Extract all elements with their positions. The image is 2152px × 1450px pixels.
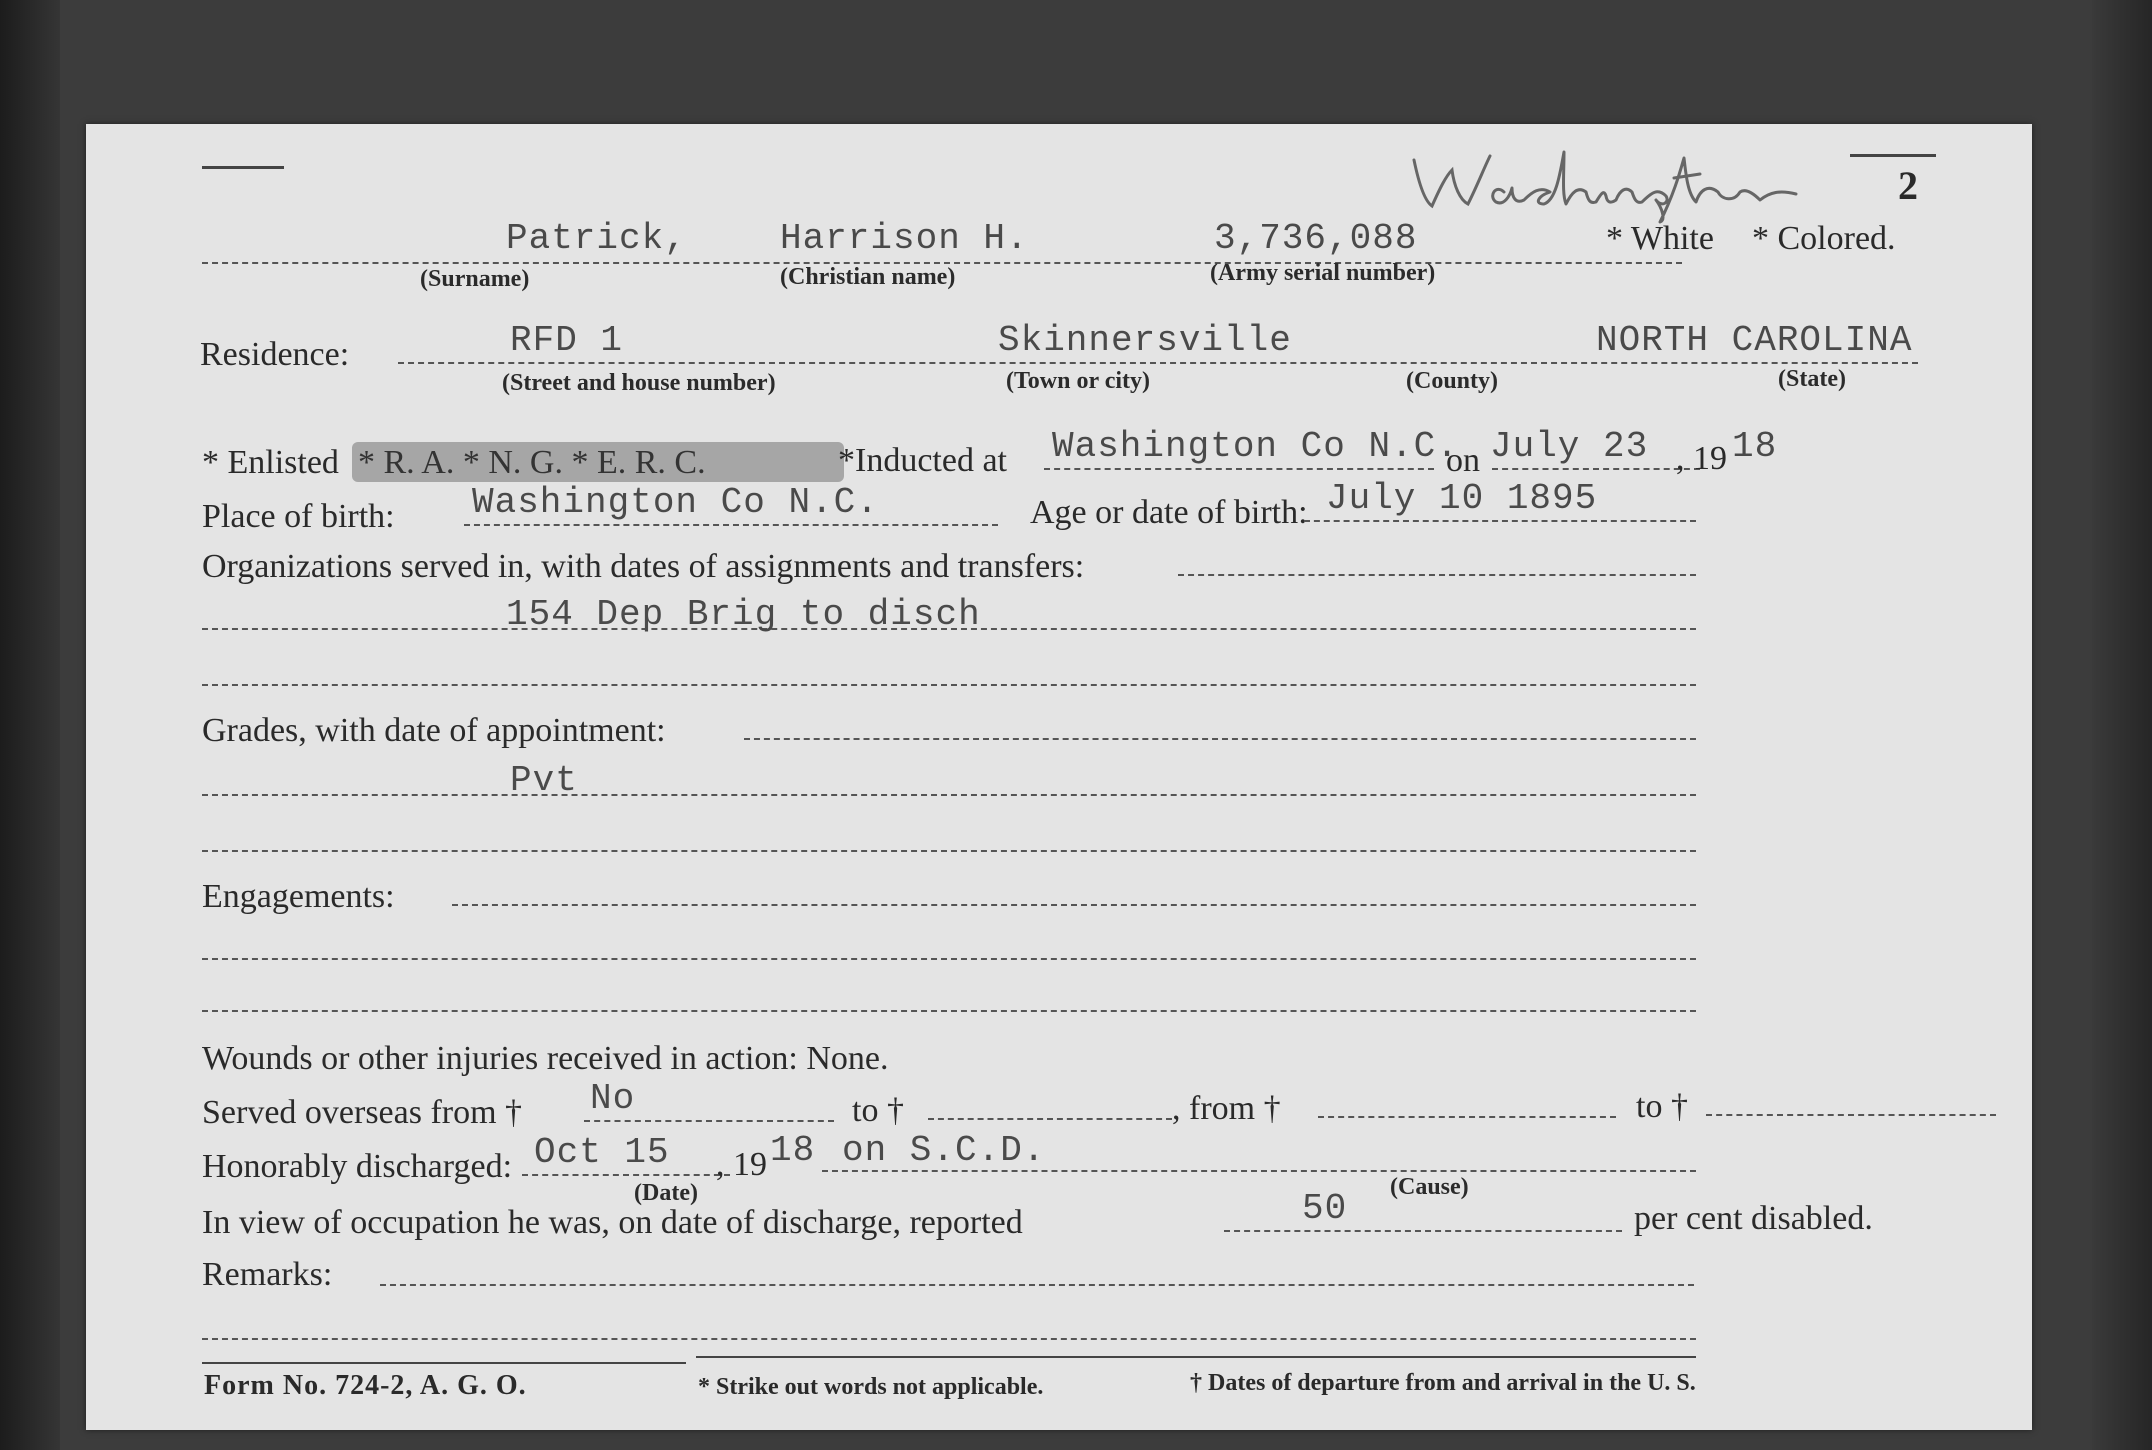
engagements-line-1 <box>202 958 1696 960</box>
residence-label: Residence: <box>200 336 350 373</box>
place-of-birth-label: Place of birth: <box>202 498 395 535</box>
grades-label: Grades, with date of appointment: <box>202 712 666 749</box>
caption-county: (County) <box>1406 368 1499 394</box>
background-right-edge <box>2092 0 2152 1450</box>
engagements-line-2 <box>202 1010 1696 1012</box>
remarks-line-1 <box>202 1338 1696 1340</box>
background-left-edge <box>0 0 60 1450</box>
footer-rule-right <box>696 1356 1696 1358</box>
inducted-year-prefix: , 19 <box>1676 440 1727 477</box>
surname-value: Patrick, <box>506 218 687 259</box>
race-colored-option: * Colored. <box>1752 220 1896 257</box>
disability-suffix: per cent disabled. <box>1634 1200 1873 1237</box>
overseas-from-line <box>584 1120 834 1122</box>
organizations-label: Organizations served in, with dates of assignments and transfers: <box>202 548 1085 585</box>
grades-entry: Pvt <box>510 760 578 801</box>
date-of-birth-value: July 10 1895 <box>1326 478 1598 519</box>
inducted-date-line <box>1492 468 1700 470</box>
date-of-birth-line <box>1304 520 1696 522</box>
organizations-line-2 <box>202 684 1696 686</box>
caption-street: (Street and house number) <box>502 370 776 396</box>
residence-state-value: NORTH CAROLINA <box>1596 320 1913 361</box>
discharge-date-value: Oct 15 <box>534 1132 670 1173</box>
inducted-at-label: *Inducted at <box>838 442 1007 479</box>
overseas-to-line-2 <box>1706 1114 1996 1116</box>
enlisted-label: * Enlisted <box>202 444 339 481</box>
caption-discharge-date: (Date) <box>634 1180 698 1206</box>
organizations-line-0 <box>1178 574 1696 576</box>
organizations-entry: 154 Dep Brig to disch <box>506 594 981 635</box>
honorably-discharged-label: Honorably discharged: <box>202 1148 513 1185</box>
form-number: Form No. 724-2, A. G. O. <box>204 1370 527 1401</box>
handwritten-county-note <box>1404 134 1854 224</box>
footer-strike-note: * Strike out words not applicable. <box>698 1374 1044 1400</box>
caption-serial-number: (Army serial number) <box>1210 260 1436 286</box>
residence-town-value: Skinnersville <box>998 320 1292 361</box>
wounds-statement: Wounds or other injuries received in action: None. <box>202 1040 889 1077</box>
overseas-to-line-1 <box>928 1118 1172 1120</box>
caption-surname: (Surname) <box>420 266 530 292</box>
top-right-rule <box>1850 154 1936 157</box>
grades-line-0 <box>744 738 1696 740</box>
top-left-rule <box>202 166 284 169</box>
caption-discharge-cause: (Cause) <box>1390 1174 1469 1200</box>
served-overseas-label: Served overseas from † <box>202 1094 523 1131</box>
remarks-label: Remarks: <box>202 1256 333 1293</box>
place-of-birth-line <box>464 524 998 526</box>
service-record-card <box>86 124 2032 1430</box>
inducted-on-label: on <box>1446 442 1480 479</box>
overseas-to-label-1: to † <box>852 1092 904 1129</box>
discharge-date-line <box>522 1174 730 1176</box>
remarks-line-0 <box>380 1284 1694 1286</box>
inducted-year-value: 18 <box>1732 426 1778 467</box>
engagements-label: Engagements: <box>202 878 395 915</box>
overseas-from-line-2 <box>1318 1116 1616 1118</box>
date-of-birth-label: Age or date of birth: <box>1030 494 1308 531</box>
place-of-birth-value: Washington Co N.C. <box>472 482 879 523</box>
card-number: 2 <box>1898 163 1918 208</box>
caption-state: (State) <box>1778 366 1846 392</box>
grades-line-2 <box>202 850 1696 852</box>
race-white-option: * White <box>1606 220 1714 257</box>
inducted-at-line <box>1044 468 1434 470</box>
discharge-year-prefix: , 19 <box>716 1146 767 1183</box>
engagements-line-0 <box>452 904 1696 906</box>
caption-christian-name: (Christian name) <box>780 264 956 290</box>
overseas-to-label-2: to † <box>1636 1088 1688 1125</box>
grades-line-1 <box>202 794 1696 796</box>
disability-line <box>1224 1230 1622 1232</box>
disability-percent-value: 50 <box>1302 1188 1348 1229</box>
footer-dates-note: † Dates of departure from and arrival in the U. S. <box>1190 1370 1696 1396</box>
overseas-from-label-2: , from † <box>1172 1090 1281 1127</box>
residence-line <box>398 362 1918 364</box>
residence-street-value: RFD 1 <box>510 320 624 361</box>
served-overseas-value: No <box>590 1078 636 1119</box>
inducted-place-value: Washington Co N.C. <box>1052 426 1459 467</box>
disability-label: In view of occupation he was, on date of discharge, reported <box>202 1204 1023 1241</box>
discharge-year-value: 18 <box>770 1130 816 1171</box>
discharge-cause-value: on S.C.D. <box>842 1130 1046 1171</box>
struck-enlistment-options: * R. A. * N. G. * E. R. C. <box>358 444 706 481</box>
christian-name-value: Harrison H. <box>780 218 1029 259</box>
serial-number-value: 3,736,088 <box>1214 218 1418 259</box>
footer-rule-left <box>202 1362 686 1364</box>
inducted-date-value: July 23 <box>1490 426 1649 467</box>
caption-town: (Town or city) <box>1006 368 1150 394</box>
